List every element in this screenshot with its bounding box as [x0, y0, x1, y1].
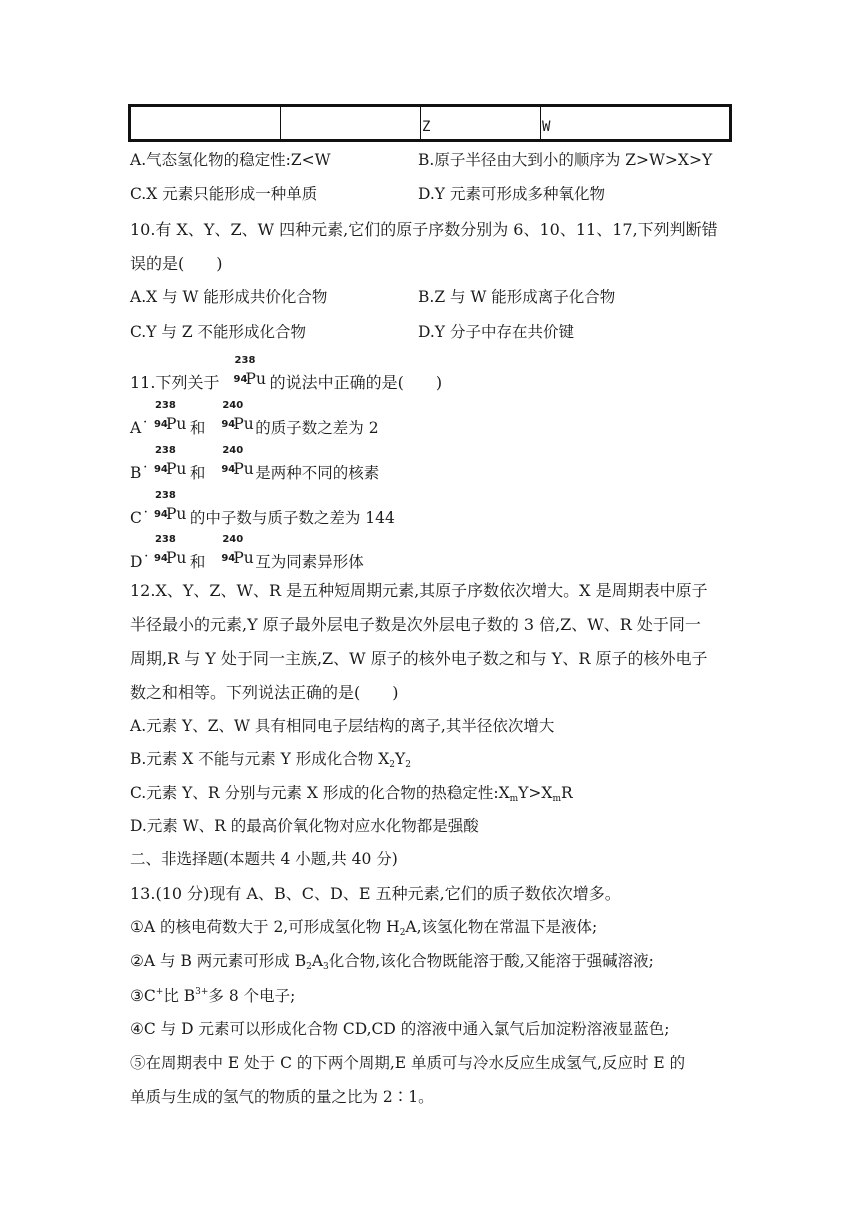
item-text: A,该氢化物在常温下是液体;: [405, 918, 598, 936]
q13-item-1: [130, 920, 597, 938]
q13-stem: 13.(10 分)现有 A、B、C、D、E 五种元素,它们的质子数依次增多。: [130, 884, 621, 903]
conjunction: 和: [189, 464, 206, 482]
nuclide-pu240: [216, 534, 254, 567]
item-text: 化合物,该化合物既能溶于酸,又能溶于强碱溶液;: [328, 952, 654, 970]
subscript: 2: [389, 760, 395, 770]
q10-option-a: A.X 与 W 能形成共价化合物: [130, 288, 328, 306]
atomic-number: 94: [221, 553, 236, 564]
option-text: Y>X: [518, 784, 553, 802]
nuclide-pu240: [216, 445, 254, 478]
element-symbol: Pu: [165, 505, 187, 523]
option-text: R: [561, 784, 573, 802]
atomic-number: 94: [153, 419, 168, 430]
element-symbol: Pu: [233, 415, 254, 433]
q9-option-a: A.气态氢化物的稳定性:Z<W: [130, 151, 331, 169]
q12-option-d: D.元素 W、R 的最高价氧化物对应水化物都是强酸: [130, 817, 479, 835]
nuclide-pu238: [149, 534, 187, 567]
conjunction: 和: [189, 419, 206, 437]
element-symbol: Pu: [165, 549, 187, 567]
subscript: m: [509, 794, 519, 804]
q13-item-4: ④C 与 D 元素可以形成化合物 CD,CD 的溶液中通入氯气后加淀粉溶液显蓝色;: [130, 1020, 670, 1038]
option-text: Y: [395, 750, 406, 768]
q11-stem-post: 的说法中正确的是( ): [269, 373, 443, 392]
q11-stem: [130, 355, 443, 392]
element-symbol: Pu: [165, 415, 187, 433]
atomic-number: 94: [153, 509, 168, 520]
mass-number: 238: [154, 490, 176, 501]
table-cell-w: W: [542, 119, 551, 135]
option-letter: A˙: [130, 419, 149, 437]
section-heading: 二、非选择题(本题共 4 小题,共 40 分): [130, 850, 398, 868]
mass-number: 240: [222, 534, 244, 545]
atomic-number: 94: [153, 464, 168, 475]
q13-item-3: [130, 988, 295, 1005]
table-cell-z: Z: [421, 107, 541, 139]
q12-stem-line1: 12.X、Y、Z、W、R 是五种短周期元素,其原子序数依次增大。X 是周期表中原子: [130, 581, 708, 600]
q11-option-c: [130, 490, 395, 527]
option-text: 是两种不同的核素: [255, 464, 380, 482]
mass-number: 240: [222, 445, 244, 456]
item-text: 多 8 个电子;: [208, 987, 296, 1005]
subscript: 2: [306, 962, 312, 972]
q11-option-a: [130, 400, 379, 437]
periodic-table-fragment: [128, 104, 732, 142]
option-text: 的中子数与质子数之差为 144: [189, 509, 395, 527]
q13-item-5-line2: 单质与生成的氢气的物质的量之比为 2∶1。: [130, 1088, 434, 1106]
element-symbol: Pu: [245, 370, 266, 388]
option-letter: C˙: [130, 509, 150, 527]
q11-option-d: [130, 534, 364, 571]
q12-option-a: A.元素 Y、Z、W 具有相同电子层结构的离子,其半径依次增大: [130, 717, 555, 735]
element-symbol: Pu: [233, 460, 254, 478]
q11-option-b: [130, 445, 380, 482]
nuclide-pu238: [149, 445, 187, 478]
q11-stem-pre: 11.下列关于: [130, 373, 220, 392]
element-symbol: Pu: [165, 460, 187, 478]
q9-option-c: C.X 元素只能形成一种单质: [130, 185, 318, 203]
nuclide-pu240: [216, 400, 254, 433]
q9-option-b: B.原子半径由大到小的顺序为 Z>W>X>Y: [418, 151, 713, 169]
nuclide-pu238: [229, 355, 266, 388]
subscript: m: [552, 794, 561, 804]
mass-number: 240: [222, 400, 244, 411]
item-text: A: [311, 952, 324, 970]
mass-number: 238: [154, 400, 176, 411]
q10-stem-line2: 误的是( ): [130, 254, 223, 273]
table-cell: [131, 107, 281, 139]
option-text: 的质子数之差为 2: [255, 419, 379, 437]
q10-option-b: B.Z 与 W 能形成离子化合物: [418, 288, 616, 306]
q10-stem-line1: 10.有 X、Y、Z、W 四种元素,它们的原子序数分别为 6、10、11、17,下列判断错: [130, 220, 718, 239]
option-letter: B˙: [130, 464, 150, 482]
q12-option-b: [130, 752, 411, 770]
mass-number: 238: [234, 355, 256, 366]
item-text: ③C: [130, 987, 156, 1005]
q12-stem-line2: 半径最小的元素,Y 原子最外层电子数是次外层电子数的 3 倍,Z、W、R 处于同一: [130, 615, 701, 634]
q13-item-5-line1: ⑤在周期表中 E 处于 C 的下两个周期,E 单质可与冷水反应生成氢气,反应时 E 的: [130, 1054, 686, 1072]
mass-number: 238: [154, 534, 176, 545]
nuclide-pu238: [149, 400, 187, 433]
option-text: B.元素 X 不能与元素 Y 形成化合物 X: [130, 750, 390, 768]
nuclide-pu238: [149, 490, 187, 523]
option-letter: D˙: [130, 553, 151, 571]
q10-option-c: C.Y 与 Z 不能形成化合物: [130, 323, 307, 341]
subscript: 2: [399, 928, 406, 938]
conjunction: 和: [189, 553, 206, 571]
item-text: ①A 的核电荷数大于 2,可形成氢化物 H: [130, 918, 400, 936]
q13-item-2: [130, 954, 654, 972]
option-text: C.元素 Y、R 分别与元素 X 形成的化合物的热稳定性:X: [130, 784, 510, 802]
q12-option-c: [130, 786, 573, 804]
superscript: +: [155, 987, 164, 997]
item-text: ②A 与 B 两元素可形成 B: [130, 952, 307, 970]
atomic-number: 94: [233, 374, 248, 385]
atomic-number: 94: [221, 464, 236, 475]
mass-number: 238: [154, 445, 176, 456]
subscript: 3: [323, 962, 329, 972]
q10-option-d: D.Y 分子中存在共价键: [418, 323, 574, 341]
q9-option-d: D.Y 元素可形成多种氧化物: [418, 185, 605, 203]
atomic-number: 94: [153, 553, 168, 564]
element-symbol: Pu: [233, 549, 254, 567]
q12-stem-line3: 周期,R 与 Y 处于同一主族,Z、W 原子的核外电子数之和与 Y、R 原子的核外电子: [130, 649, 708, 668]
atomic-number: 94: [221, 419, 236, 430]
table-cell: [281, 107, 421, 139]
option-text: 互为同素异形体: [255, 553, 364, 571]
superscript: 3+: [195, 987, 209, 997]
item-text: 比 B: [163, 987, 196, 1005]
subscript: 2: [405, 760, 411, 770]
q12-stem-line4: 数之和相等。下列说法正确的是( ): [130, 683, 399, 702]
